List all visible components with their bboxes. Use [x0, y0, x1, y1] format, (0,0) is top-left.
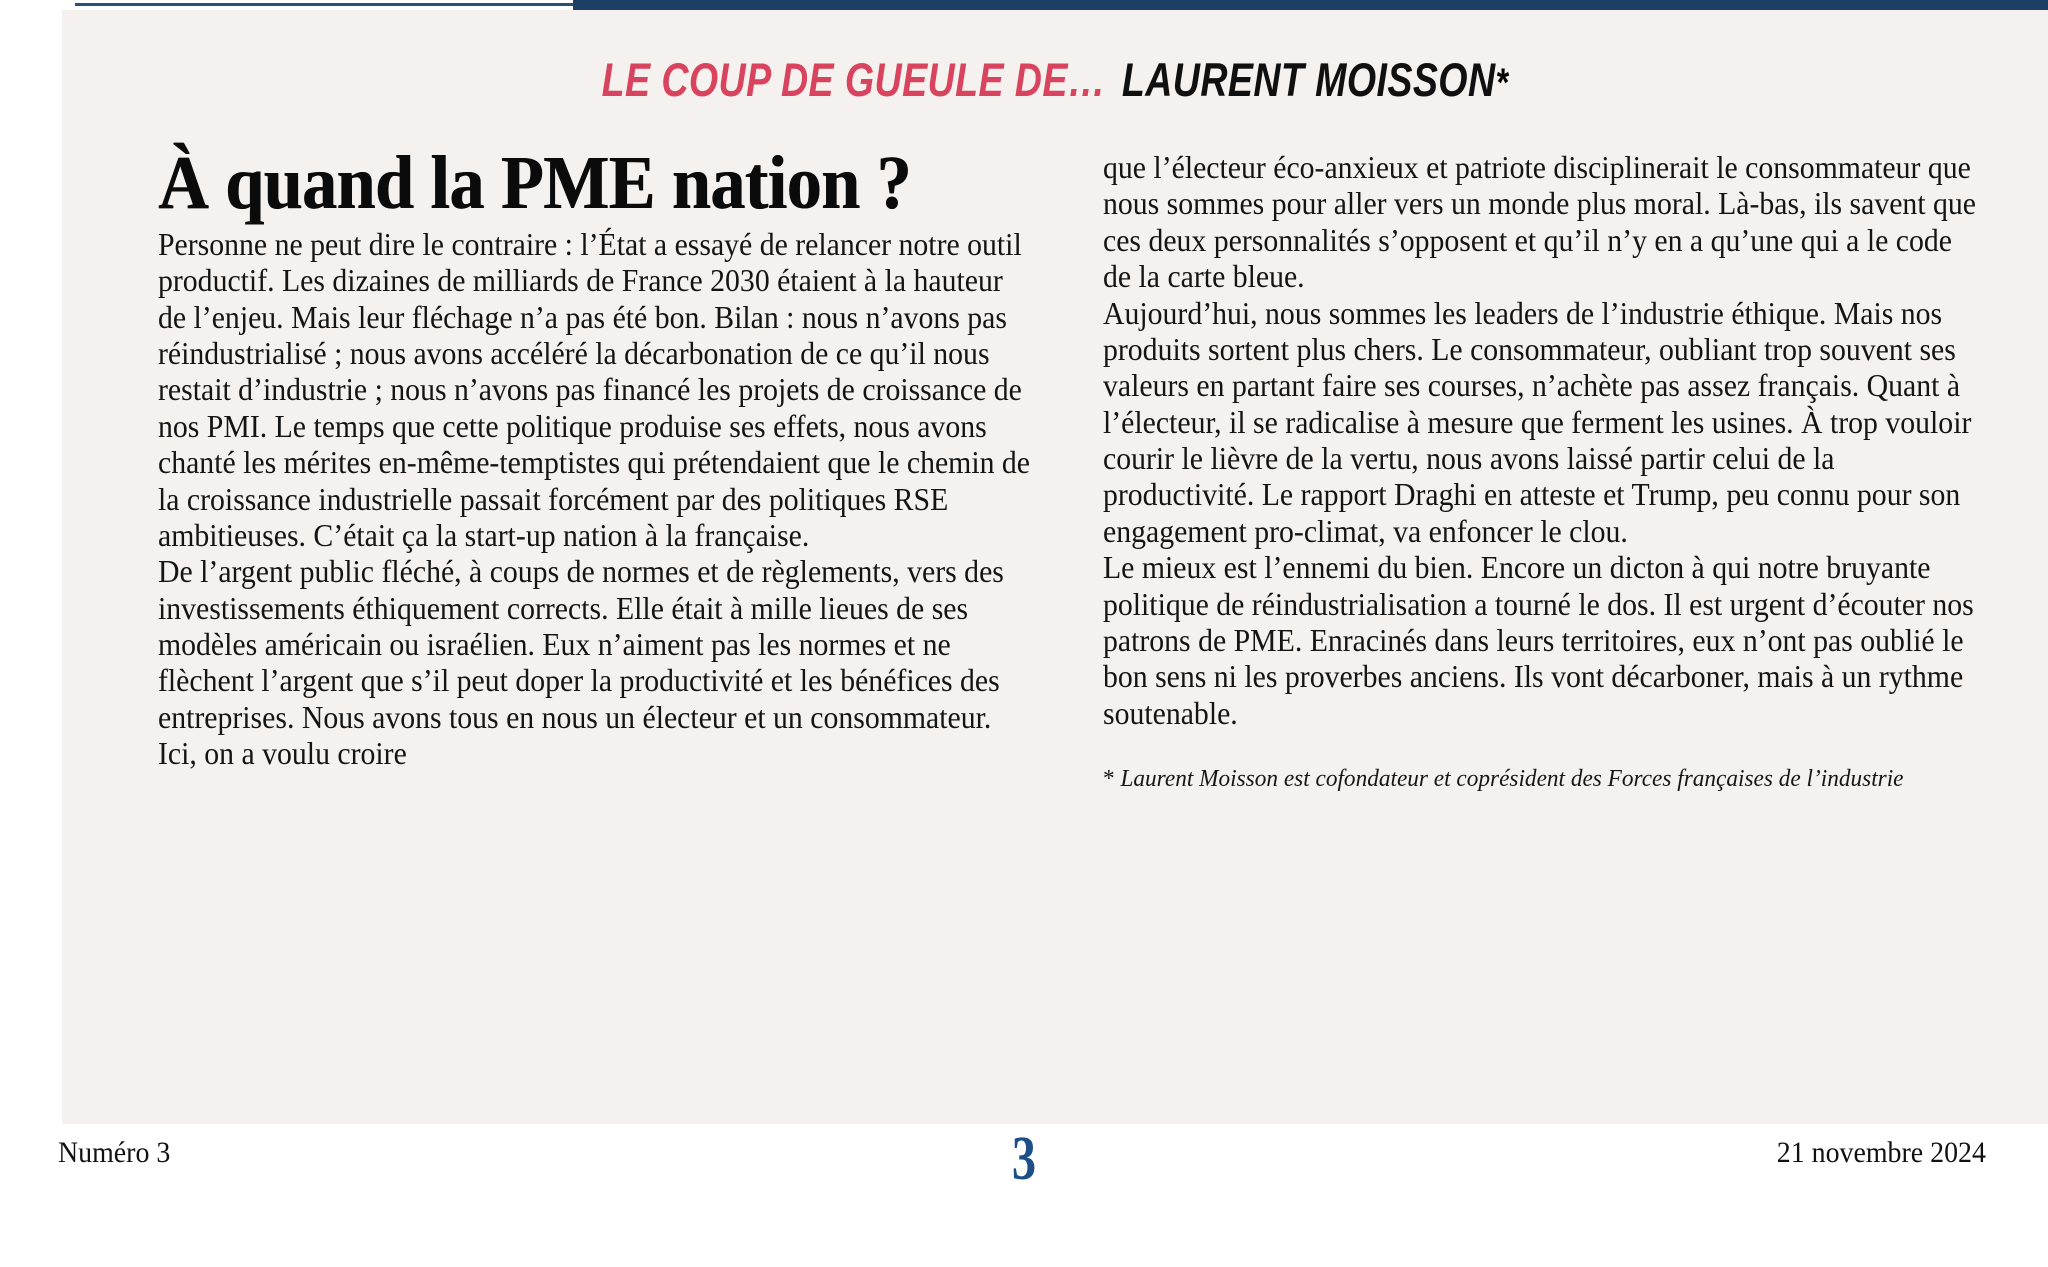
footer-date: 21 novembre 2024: [1776, 1136, 1986, 1169]
article-column-right: [1103, 150, 2028, 794]
rubric-author-asterisk: *: [1495, 61, 1509, 105]
rubric-kicker: LE COUP DE GUEULE DE…: [601, 53, 1106, 106]
top-navy-rule: [573, 0, 2048, 10]
footnote-marker: *: [1103, 765, 1115, 792]
article-columns: [100, 141, 2010, 1110]
paragraph: que l’électeur éco-anxieux et patriote disciplinerait le consommateur que nous sommes pour aller vers un monde plus moral. Là-bas, ils savent que ces deux personnalités s’opposent et qu’il n’y en a qu’une qui a le code de la carte bleue.: [1103, 150, 1977, 295]
article-page-panel: [62, 10, 2048, 1124]
rubric-author: LAURENT MOISSON: [1121, 53, 1496, 106]
page-footer: [0, 1124, 2048, 1267]
top-thin-rule: [75, 3, 573, 6]
footer-page-number: 3: [1011, 1125, 1037, 1193]
paragraph: De l’argent public fléché, à coups de normes et de règlements, vers des investissements éthiquement corrects. Elle était à mille lieues de ses modèles américain ou israélien. Eux n’aiment pas les normes et ne flèchent l’argent que s’il peut doper la productivité et les bénéfices des entreprises. Nous avons tous en nous un électeur et un consommateur. Ici, on a voulu croire: [158, 554, 1004, 772]
article-footnote: [1103, 764, 1982, 794]
article-column-left: [158, 141, 1083, 773]
paragraph: Aujourd’hui, nous sommes les leaders de l’industrie éthique. Mais nos produits sortent plus chers. Le consommateur, oubliant trop souvent ses valeurs en partant faire ses courses, n’achète pas assez français. Quant à l’électeur, il se radicalise à mesure que ferment les usines. À trop vouloir courir le lièvre de la vertu, nous avons laissé partir celui de la productivité. Le rapport Draghi en atteste et Trump, peu connu pour son engagement pro-climat, va enfoncer le clou.: [1103, 295, 1972, 549]
footer-issue-number: Numéro 3: [58, 1136, 171, 1169]
top-rule-bar: [0, 0, 2048, 10]
rubric-header: [261, 52, 1850, 107]
footnote-text: Laurent Moisson est cofondateur et coprésident des Forces françaises de l’industrie: [1120, 765, 1904, 792]
article-headline: À quand la PME nation ?: [158, 141, 911, 225]
paragraph: Le mieux est l’ennemi du bien. Encore un dicton à qui notre bruyante politique de réindustrialisation a tourné le dos. Il est urgent d’écouter nos patrons de PME. Enracinés dans leurs territoires, eux n’ont pas oublié le bon sens ni les proverbes anciens. Ils vont décarboner, mais à un rythme soutenable.: [1103, 550, 1974, 731]
paragraph: Personne ne peut dire le contraire : l’État a essayé de relancer notre outil productif. Les dizaines de milliards de France 2030 étaient à la hauteur de l’enjeu. Mais leur fléchage n’a pas été bon. Bilan : nous n’avons pas réindustrialisé ; nous avons accéléré la décarbonation de ce qu’il nous restait d’industrie ; nous n’avons pas financé les projets de croissance de nos PMI. Le temps que cette politique produise ses effets, nous avons chanté les mérites en-même-temptistes qui prétendaient que le chemin de la croissance industrielle passait forcément par des politiques RSE ambitieuses. C’était ça la start-up nation à la française.: [158, 226, 1031, 553]
